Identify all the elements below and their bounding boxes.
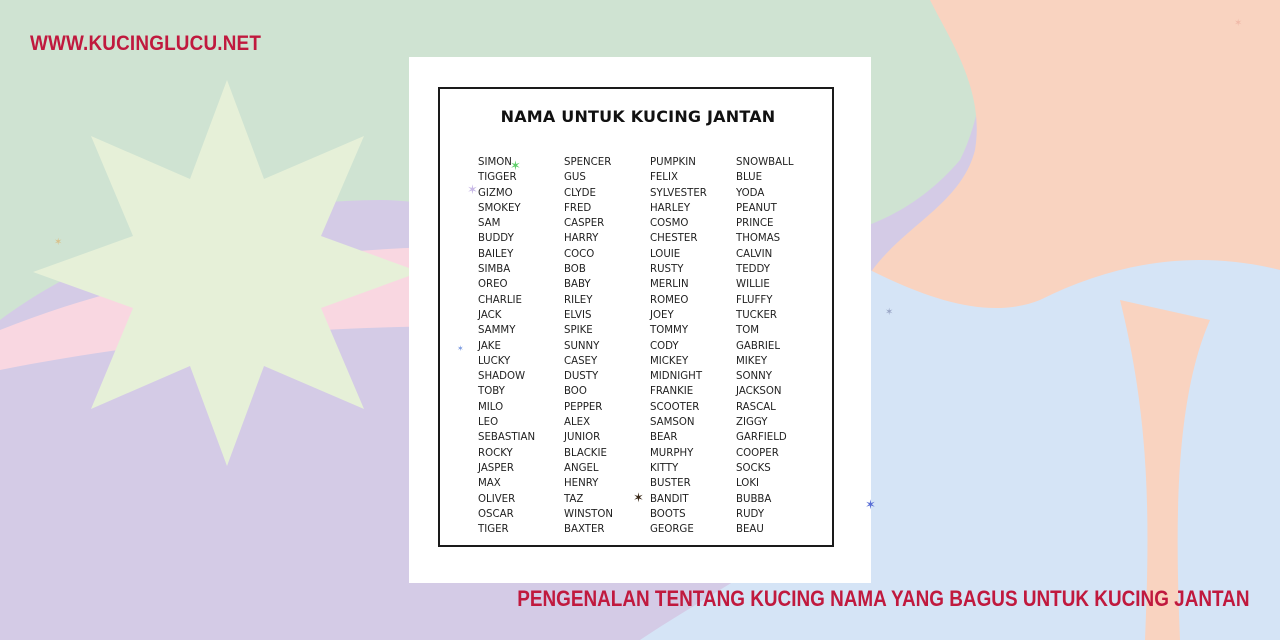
cat-name-item: COOPER (736, 447, 779, 459)
cat-name-item: FELIX (650, 172, 678, 184)
cat-name-item: MAX (478, 478, 501, 490)
cat-name-item: TUCKER (736, 309, 777, 321)
cat-name-item: TIGGER (478, 172, 517, 184)
cat-name-item: CASPER (564, 218, 605, 230)
cat-name-item: HARLEY (650, 202, 691, 214)
cat-name-item: CHARLIE (478, 294, 522, 306)
cat-name-item: BUBBA (736, 493, 772, 505)
cat-name-item: PRINCE (736, 218, 774, 230)
cat-name-item: TOMMY (650, 325, 689, 337)
cat-name-item: TOM (736, 325, 760, 337)
cat-name-item: RASCAL (736, 401, 776, 413)
cat-name-item: BOO (564, 386, 587, 398)
cat-name-item: SMOKEY (478, 202, 521, 214)
cat-name-item: LOUIE (650, 248, 681, 260)
cat-name-item: MERLIN (650, 279, 689, 291)
cat-name-item: SPENCER (564, 157, 612, 168)
cat-name-item: HENRY (564, 478, 599, 490)
cat-name-item: SCOOTER (650, 401, 700, 413)
cat-name-item: GARFIELD (736, 432, 787, 444)
star-icon: ✶ (633, 490, 644, 505)
cat-name-item: JOEY (650, 309, 674, 321)
cat-name-item: MIDNIGHT (650, 371, 703, 383)
site-url[interactable]: WWW.KUCINGLUCU.NET (30, 32, 262, 55)
cat-name-item: JASPER (478, 462, 514, 474)
names-grid (478, 155, 822, 537)
cat-name-item: CLYDE (564, 187, 596, 199)
cat-name-item: WINSTON (564, 508, 614, 520)
cat-name-item: BABY (564, 279, 591, 291)
cat-name-item: ELVIS (564, 309, 592, 321)
cat-name-item: SUNNY (564, 340, 600, 352)
cat-name-item: COCO (564, 248, 595, 260)
cat-name-item: ALEX (564, 417, 591, 429)
cat-name-item: SAM (478, 218, 501, 230)
cat-name-item: BAILEY (478, 248, 514, 260)
cat-name-item: LOKI (736, 478, 760, 490)
cat-name-item: PEANUT (736, 202, 777, 214)
cat-name-item: BEAR (650, 432, 678, 444)
star-icon: ✶ (467, 182, 478, 197)
cat-name-item: SAMSON (650, 417, 695, 429)
star-icon: ✶ (457, 344, 464, 353)
cat-name-item: RUSTY (650, 264, 684, 276)
cat-name-item: KITTY (650, 462, 679, 474)
cat-name-item: OSCAR (478, 508, 514, 520)
cat-name-item: LUCKY (478, 355, 511, 367)
cat-name-item: RILEY (564, 294, 593, 306)
cat-name-item: WILLIE (736, 279, 770, 291)
footer-title: PENGENALAN TENTANG KUCING NAMA YANG BAGUS UNTUK KUCING JANTAN (517, 586, 1250, 611)
cat-name-item: ANGEL (564, 462, 599, 474)
cat-name-item: OREO (478, 279, 508, 291)
star-icon: ✶ (1234, 18, 1243, 29)
cat-name-item: GEORGE (650, 524, 694, 536)
cat-name-item: JACKSON (736, 386, 782, 398)
cat-name-item: PEPPER (564, 401, 603, 413)
cat-name-item: BUSTER (650, 478, 691, 490)
cat-name-item: CHESTER (650, 233, 698, 245)
cat-name-item: OLIVER (478, 493, 516, 505)
cat-name-item: SIMBA (478, 264, 511, 276)
cat-name-item: SOCKS (736, 462, 771, 474)
cat-name-item: SIMON (478, 157, 512, 168)
cat-name-item: MILO (478, 401, 504, 413)
cat-name-item: TIGER (478, 524, 509, 536)
cat-name-item: YODA (736, 187, 765, 199)
cat-name-item: SNOWBALL (736, 157, 794, 168)
cat-name-item: JACK (478, 309, 502, 321)
cat-name-item: MICKEY (650, 355, 689, 367)
cat-name-item: FRANKIE (650, 386, 694, 398)
cat-name-item: BAXTER (564, 524, 605, 536)
cat-name-item: HARRY (564, 233, 599, 245)
cat-name-item: SONNY (736, 371, 772, 383)
cat-name-item: BLACKIE (564, 447, 607, 459)
cat-name-item: PUMPKIN (650, 157, 696, 168)
cat-name-item: FRED (564, 202, 592, 214)
star-icon: ✶ (54, 237, 63, 248)
cat-name-item: RUDY (736, 508, 765, 520)
cat-name-item: CODY (650, 340, 679, 352)
cat-name-item: SEBASTIAN (478, 432, 536, 444)
star-icon: ✶ (885, 307, 894, 318)
cat-name-item: JAKE (478, 340, 501, 352)
cat-name-item: SHADOW (478, 371, 526, 383)
cat-name-item: JUNIOR (564, 432, 601, 444)
cat-name-item: SAMMY (478, 325, 516, 337)
cat-name-item: TEDDY (736, 264, 771, 276)
star-icon: ✶ (865, 497, 876, 512)
cat-name-item: SYLVESTER (650, 187, 707, 199)
cat-name-item: CASEY (564, 355, 598, 367)
cat-name-item: MURPHY (650, 447, 694, 459)
cat-name-item: ROMEO (650, 294, 689, 306)
cat-name-item: CALVIN (736, 248, 773, 260)
cat-name-item: BEAU (736, 524, 764, 536)
cat-name-item: TOBY (478, 386, 505, 398)
list-title: NAMA UNTUK KUCING JANTAN (500, 107, 776, 126)
cat-name-item: GUS (564, 172, 586, 184)
cat-name-item: BOB (564, 264, 586, 276)
cat-name-item: BOOTS (650, 508, 686, 520)
cat-name-item: BUDDY (478, 233, 514, 245)
cat-name-item: ZIGGY (736, 417, 768, 429)
cat-name-item: ROCKY (478, 447, 513, 459)
cat-name-item: GABRIEL (736, 340, 781, 352)
cat-name-item: SPIKE (564, 325, 593, 337)
cat-name-item: TAZ (564, 493, 584, 505)
cat-name-item: FLUFFY (736, 294, 773, 306)
cat-name-item: GIZMO (478, 187, 513, 199)
cat-name-item: LEO (478, 417, 499, 429)
cat-name-item: MIKEY (736, 355, 768, 367)
star-icon: ✶ (510, 158, 521, 173)
cat-name-item: DUSTY (564, 371, 599, 383)
card-frame (438, 87, 834, 547)
cat-name-item: COSMO (650, 218, 689, 230)
cat-name-item: BANDIT (650, 493, 689, 505)
cat-name-item: BLUE (736, 172, 763, 184)
cat-name-item: THOMAS (736, 233, 781, 245)
